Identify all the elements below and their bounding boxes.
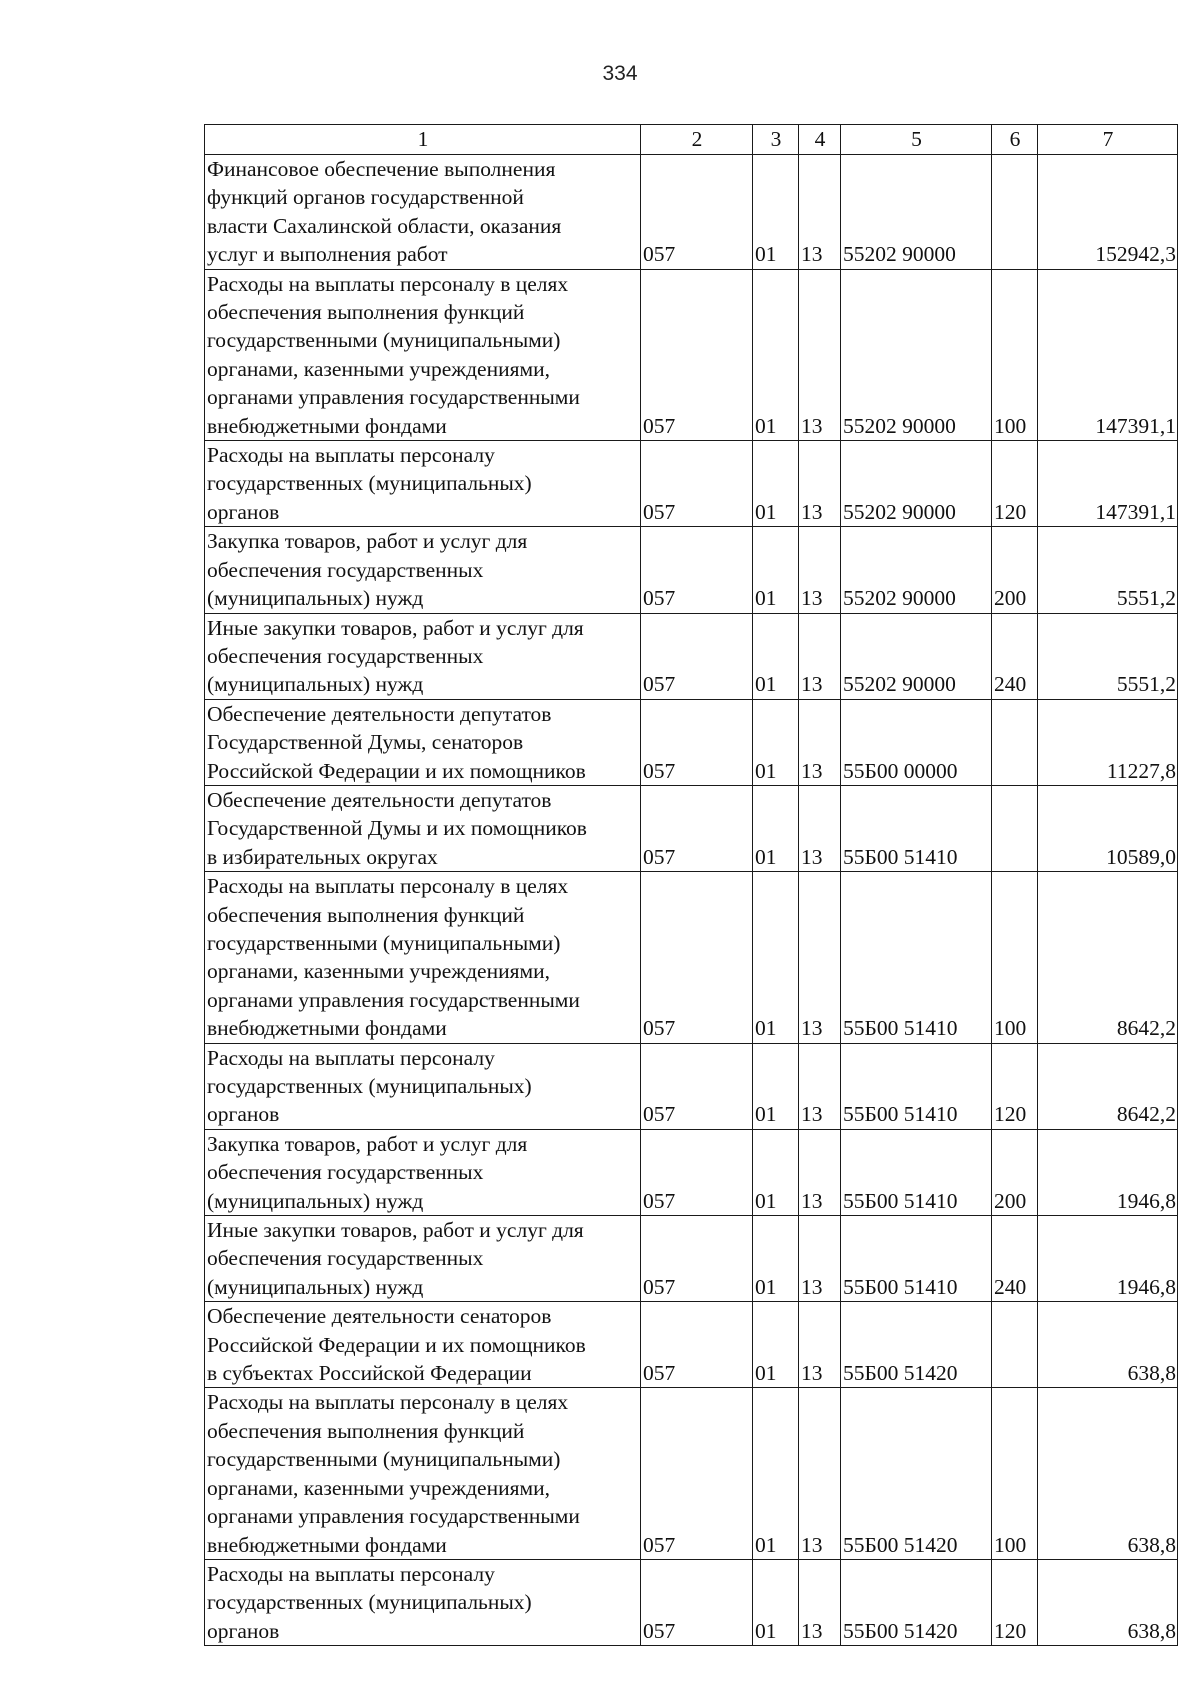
- row-col6-cell: 100: [992, 269, 1038, 440]
- table-header-row: [205, 125, 1178, 155]
- row-col4-cell: 13: [799, 1129, 841, 1215]
- row-col3-cell: 01: [753, 613, 799, 699]
- row-col2-cell: 057: [641, 872, 753, 1043]
- row-col4-cell: 13: [799, 613, 841, 699]
- row-col5-cell: 55202 90000: [841, 527, 992, 613]
- row-col5-cell: 55Б00 51410: [841, 1216, 992, 1302]
- table-row: [205, 699, 1178, 785]
- page-number: 334: [602, 62, 638, 85]
- row-name-cell: Расходы на выплаты персоналу в целях обеспечения выполнения функций государственными (муниципальными) органами, казенными учреждениями, органами управления государственными внебюджетными фондами: [205, 1388, 641, 1559]
- row-col3-cell: 01: [753, 155, 799, 270]
- row-col2-cell: 057: [641, 613, 753, 699]
- table-row: [205, 1559, 1178, 1645]
- row-col2-cell: 057: [641, 155, 753, 270]
- row-col5-cell: 55Б00 51420: [841, 1559, 992, 1645]
- row-col4-cell: 13: [799, 872, 841, 1043]
- row-col3-cell: 01: [753, 785, 799, 871]
- row-col5-cell: 55Б00 51410: [841, 785, 992, 871]
- row-col5-cell: 55Б00 51420: [841, 1388, 992, 1559]
- table-body: [205, 155, 1178, 1646]
- row-col2-cell: 057: [641, 1043, 753, 1129]
- row-col3-cell: 01: [753, 1216, 799, 1302]
- row-col4-cell: 13: [799, 527, 841, 613]
- row-col4-cell: 13: [799, 1043, 841, 1129]
- row-col4-cell: 13: [799, 1216, 841, 1302]
- table-row: [205, 785, 1178, 871]
- table-row: [205, 269, 1178, 440]
- column-header: 7: [1038, 125, 1178, 155]
- table-row: [205, 441, 1178, 527]
- row-name-cell: Закупка товаров, работ и услуг для обеспечения государственных (муниципальных) нужд: [205, 527, 641, 613]
- table-row: [205, 1216, 1178, 1302]
- row-amount-cell: 147391,1: [1038, 269, 1178, 440]
- row-amount-cell: 152942,3: [1038, 155, 1178, 270]
- row-col4-cell: 13: [799, 155, 841, 270]
- row-col5-cell: 55202 90000: [841, 441, 992, 527]
- row-col6-cell: 120: [992, 441, 1038, 527]
- budget-table: [204, 124, 1178, 1646]
- row-col4-cell: 13: [799, 441, 841, 527]
- table-row: [205, 1043, 1178, 1129]
- row-col5-cell: 55Б00 51410: [841, 1129, 992, 1215]
- row-amount-cell: 8642,2: [1038, 872, 1178, 1043]
- column-header: 2: [641, 125, 753, 155]
- row-col3-cell: 01: [753, 1043, 799, 1129]
- row-col5-cell: 55202 90000: [841, 155, 992, 270]
- row-amount-cell: 10589,0: [1038, 785, 1178, 871]
- column-header: 3: [753, 125, 799, 155]
- row-col5-cell: 55202 90000: [841, 269, 992, 440]
- row-name-cell: Расходы на выплаты персоналу государственных (муниципальных) органов: [205, 1043, 641, 1129]
- row-col2-cell: 057: [641, 1559, 753, 1645]
- row-col2-cell: 057: [641, 785, 753, 871]
- row-col6-cell: 240: [992, 1216, 1038, 1302]
- row-amount-cell: 638,8: [1038, 1388, 1178, 1559]
- row-col4-cell: 13: [799, 269, 841, 440]
- row-amount-cell: 638,8: [1038, 1302, 1178, 1388]
- table-row: [205, 1302, 1178, 1388]
- row-name-cell: Расходы на выплаты персоналу в целях обеспечения выполнения функций государственными (муниципальными) органами, казенными учреждениями, органами управления государственными внебюджетными фондами: [205, 872, 641, 1043]
- row-amount-cell: 638,8: [1038, 1559, 1178, 1645]
- column-header: 1: [205, 125, 641, 155]
- table-row: [205, 1129, 1178, 1215]
- row-col2-cell: 057: [641, 441, 753, 527]
- row-name-cell: Иные закупки товаров, работ и услуг для обеспечения государственных (муниципальных) нужд: [205, 613, 641, 699]
- row-amount-cell: 1946,8: [1038, 1216, 1178, 1302]
- table-row: [205, 872, 1178, 1043]
- row-name-cell: Закупка товаров, работ и услуг для обеспечения государственных (муниципальных) нужд: [205, 1129, 641, 1215]
- row-col5-cell: 55Б00 51420: [841, 1302, 992, 1388]
- row-name-cell: Обеспечение деятельности сенаторов Российской Федерации и их помощников в субъектах Российской Федерации: [205, 1302, 641, 1388]
- row-col6-cell: 200: [992, 1129, 1038, 1215]
- row-col6-cell: 200: [992, 527, 1038, 613]
- table-row: [205, 155, 1178, 270]
- row-col5-cell: 55Б00 51410: [841, 872, 992, 1043]
- row-name-cell: Расходы на выплаты персоналу в целях обеспечения выполнения функций государственными (муниципальными) органами, казенными учреждениями, органами управления государственными внебюджетными фондами: [205, 269, 641, 440]
- row-col2-cell: 057: [641, 527, 753, 613]
- row-col5-cell: 55Б00 51410: [841, 1043, 992, 1129]
- row-col2-cell: 057: [641, 1302, 753, 1388]
- row-col6-cell: [992, 785, 1038, 871]
- row-col6-cell: [992, 699, 1038, 785]
- row-col6-cell: 100: [992, 1388, 1038, 1559]
- row-amount-cell: 8642,2: [1038, 1043, 1178, 1129]
- row-col4-cell: 13: [799, 1302, 841, 1388]
- row-col6-cell: [992, 1302, 1038, 1388]
- row-amount-cell: 11227,8: [1038, 699, 1178, 785]
- row-col6-cell: 240: [992, 613, 1038, 699]
- row-col3-cell: 01: [753, 872, 799, 1043]
- row-col2-cell: 057: [641, 1388, 753, 1559]
- row-name-cell: Финансовое обеспечение выполнения функций органов государственной власти Сахалинской области, оказания услуг и выполнения работ: [205, 155, 641, 270]
- row-amount-cell: 147391,1: [1038, 441, 1178, 527]
- row-col6-cell: 120: [992, 1043, 1038, 1129]
- row-amount-cell: 5551,2: [1038, 527, 1178, 613]
- row-amount-cell: 5551,2: [1038, 613, 1178, 699]
- row-col3-cell: 01: [753, 1302, 799, 1388]
- row-name-cell: Расходы на выплаты персоналу государственных (муниципальных) органов: [205, 441, 641, 527]
- row-col2-cell: 057: [641, 699, 753, 785]
- row-amount-cell: 1946,8: [1038, 1129, 1178, 1215]
- row-col5-cell: 55Б00 00000: [841, 699, 992, 785]
- row-col3-cell: 01: [753, 1559, 799, 1645]
- row-col3-cell: 01: [753, 441, 799, 527]
- row-col4-cell: 13: [799, 1388, 841, 1559]
- row-col2-cell: 057: [641, 269, 753, 440]
- row-col5-cell: 55202 90000: [841, 613, 992, 699]
- column-header: 6: [992, 125, 1038, 155]
- row-col4-cell: 13: [799, 1559, 841, 1645]
- row-col4-cell: 13: [799, 785, 841, 871]
- row-col3-cell: 01: [753, 527, 799, 613]
- row-name-cell: Иные закупки товаров, работ и услуг для обеспечения государственных (муниципальных) нужд: [205, 1216, 641, 1302]
- row-name-cell: Обеспечение деятельности депутатов Государственной Думы, сенаторов Российской Федерации и их помощников: [205, 699, 641, 785]
- table-row: [205, 1388, 1178, 1559]
- column-header: 4: [799, 125, 841, 155]
- row-col2-cell: 057: [641, 1129, 753, 1215]
- column-header: 5: [841, 125, 992, 155]
- table-row: [205, 613, 1178, 699]
- row-name-cell: Расходы на выплаты персоналу государственных (муниципальных) органов: [205, 1559, 641, 1645]
- row-col6-cell: 100: [992, 872, 1038, 1043]
- row-col2-cell: 057: [641, 1216, 753, 1302]
- row-col3-cell: 01: [753, 1129, 799, 1215]
- row-col4-cell: 13: [799, 699, 841, 785]
- row-col3-cell: 01: [753, 269, 799, 440]
- row-col3-cell: 01: [753, 1388, 799, 1559]
- table-row: [205, 527, 1178, 613]
- row-name-cell: Обеспечение деятельности депутатов Государственной Думы и их помощников в избирательных округах: [205, 785, 641, 871]
- row-col6-cell: 120: [992, 1559, 1038, 1645]
- row-col3-cell: 01: [753, 699, 799, 785]
- row-col6-cell: [992, 155, 1038, 270]
